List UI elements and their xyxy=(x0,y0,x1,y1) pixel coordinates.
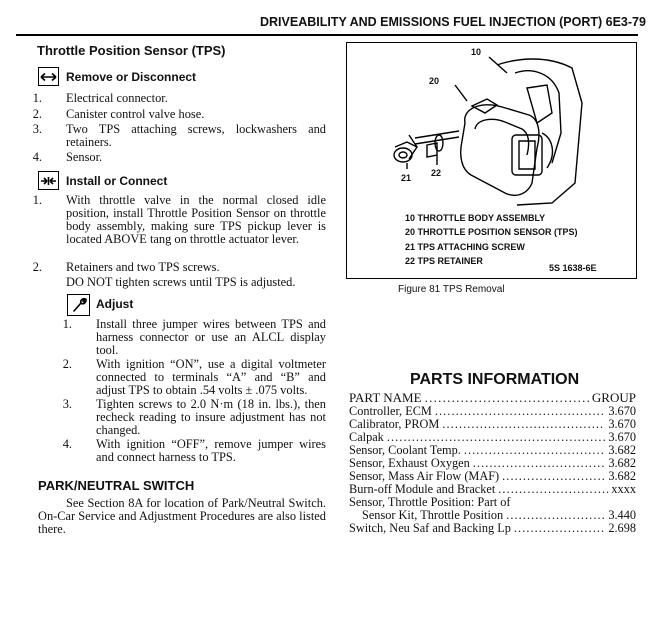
page-header: DRIVEABILITY AND EMISSIONS FUEL INJECTION (PORT) 6E3-79 xyxy=(260,15,646,29)
table-row: Calibrator, PROM . . . 3.670 xyxy=(349,418,636,431)
figure-legend xyxy=(405,211,578,268)
remove-heading: Remove or Disconnect xyxy=(66,70,197,84)
table-row: Sensor, Mass Air Flow (MAF) . . . 3.682 xyxy=(349,470,636,483)
table-row: Burn-off Module and Bracket . . . xxxx xyxy=(349,483,636,496)
table-row: Sensor Kit, Throttle Position . . . 3.440 xyxy=(362,509,636,522)
install-icon xyxy=(38,171,59,190)
table-row: Sensor, Exhaust Oxygen . . . 3.682 xyxy=(349,457,636,470)
table-row: Controller, ECM . . . 3.670 xyxy=(349,405,636,418)
table-row: Sensor, Coolant Temp. . . . 3.682 xyxy=(349,444,636,457)
parts-title: PARTS INFORMATION xyxy=(410,371,580,388)
callout-22: 22 xyxy=(431,168,442,178)
adjust-heading: Adjust xyxy=(96,297,134,311)
legend-item: 21 TPS ATTACHING SCREW xyxy=(405,241,525,252)
park-section-title: PARK/NEUTRAL SWITCH xyxy=(38,478,195,493)
install-note: DO NOT tighten screws until TPS is adjusted. xyxy=(66,275,296,289)
figure-code: 5S 1638-6E xyxy=(549,263,597,273)
parts-header: PART NAME . . . GROUP xyxy=(349,391,636,404)
park-text: See Section 8A for location of Park/Neutral Switch. On-Car Service and Adjustment Procedures are also listed there. xyxy=(38,496,327,536)
table-row: Switch, Neu Saf and Backing Lp . . . 2.698 xyxy=(349,522,636,535)
table-row: Sensor, Throttle Position: Part of xyxy=(349,495,511,509)
callout-21: 21 xyxy=(401,173,412,183)
legend-item: 22 TPS RETAINER xyxy=(405,255,483,266)
callout-10: 10 xyxy=(471,47,482,57)
callout-20: 20 xyxy=(429,76,440,86)
tps-section-title: Throttle Position Sensor (TPS) xyxy=(37,43,226,58)
list-item: 1. With throttle valve in the normal closed idle position, install Throttle Position Sensor on throttle body assembly, making sure TPS pickup lever is located ABOVE tang on throttle actuator lever. xyxy=(32,193,326,246)
remove-icon xyxy=(38,67,59,86)
legend-item: 10 THROTTLE BODY ASSEMBLY xyxy=(405,213,546,223)
wrench-icon xyxy=(67,294,90,316)
table-row: Calpak . . . 3.670 xyxy=(349,431,636,444)
figure-caption: Figure 81 TPS Removal xyxy=(398,284,505,295)
header-rule xyxy=(16,34,638,36)
install-heading: Install or Connect xyxy=(66,174,168,188)
legend-item: 20 THROTTLE POSITION SENSOR (TPS) xyxy=(405,227,578,238)
